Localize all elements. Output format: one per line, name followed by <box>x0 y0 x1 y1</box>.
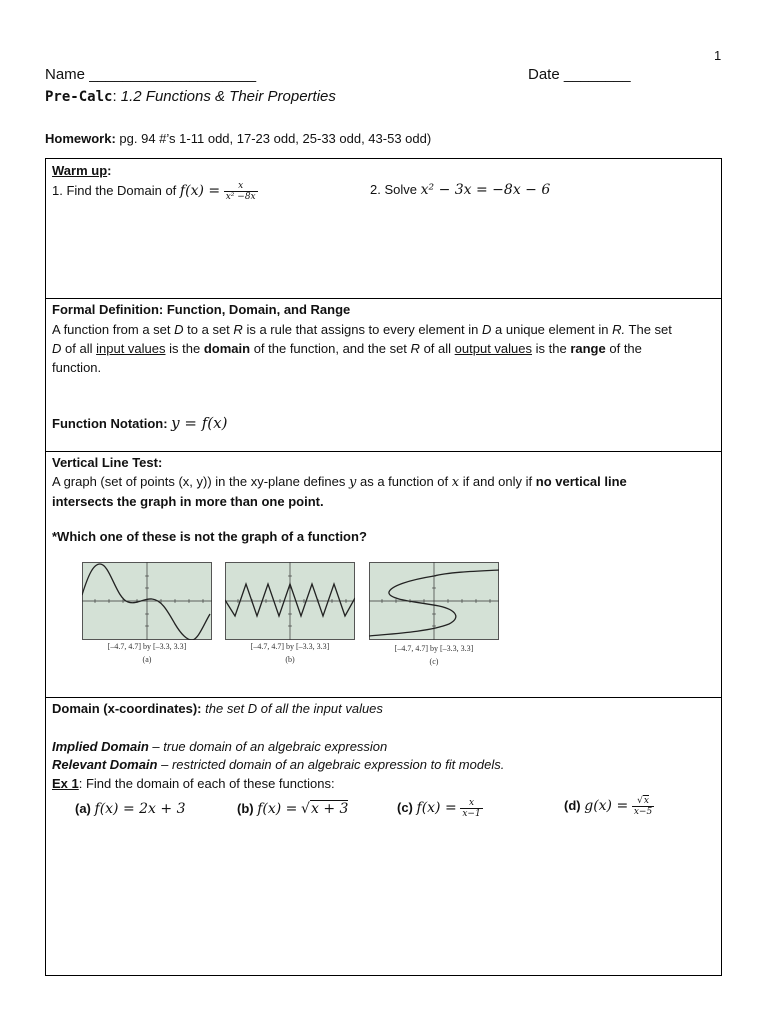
homework-text: pg. 94 #’s 1-11 odd, 17-23 odd, 25-33 odd, 43-53 odd) <box>119 131 432 146</box>
graph-a-range: [–4.7, 4.7] by [–3.3, 3.3] <box>107 642 187 651</box>
example-1: Ex 1: Find the domain of each of these functions: <box>52 776 335 791</box>
relevant-domain: Relevant Domain – restricted domain of an algebraic expression to fit models. <box>52 757 505 772</box>
divider-1 <box>45 298 722 299</box>
graph-b[interactable] <box>225 562 355 640</box>
divider-3 <box>45 697 722 698</box>
ex1-part-a: (a) f(x) = 2x + 3 <box>75 801 186 817</box>
name-line <box>45 66 256 83</box>
course-name: Pre-Calc <box>45 89 113 105</box>
domain-term: domain <box>203 341 251 356</box>
date-blank[interactable]: ________ <box>563 66 631 83</box>
warmup-q2 <box>370 182 550 198</box>
graph-c-range: [–4.7, 4.7] by [–3.3, 3.3] <box>394 644 474 653</box>
ex1-part-b: (b) f(x) = √x + 3 <box>237 801 349 817</box>
name-blank[interactable]: ____________________ <box>89 66 257 83</box>
input-values-term: input values <box>96 341 166 356</box>
ex1-part-d: (d) g(x) = $\frac{√x}{x-5}$ <box>564 796 653 818</box>
q1-lhs: f(x) = <box>179 183 221 199</box>
q2-text: 2. Solve <box>370 182 417 197</box>
definition-body: A function from a set D to a set R is a rule that assigns to every element in D a unique element in R. The set D of all input values is the domain of the function, and the set R of all output values is the range of the function. <box>52 322 672 375</box>
ex1-part-c: (c) f(x) = $\frac{x}{x-1}$ <box>397 798 481 820</box>
vlt-body: A graph (set of points (x, y)) in the xy-plane defines y as a function of x if and only if no vertical line intersects the graph in more than one point. <box>52 474 627 509</box>
definition-title: Formal Definition: Function, Domain, and Range <box>52 302 351 317</box>
name-label: Name <box>45 66 86 83</box>
graph-a[interactable] <box>82 562 212 640</box>
graph-b-label: (b) <box>285 655 295 664</box>
vlt-question: *Which one of these is not the graph of a function? <box>52 529 367 544</box>
homework-line <box>45 131 431 146</box>
warmup-title: Warm up: <box>52 163 112 178</box>
domain-title: Domain (x-coordinates): the set D of all the input values <box>52 701 383 716</box>
divider-2 <box>45 451 722 452</box>
range-term: range <box>570 341 606 356</box>
q1-text: 1. Find the Domain of <box>52 183 177 198</box>
lesson-title <box>45 88 336 105</box>
graph-b-range: [–4.7, 4.7] by [–3.3, 3.3] <box>250 642 330 651</box>
homework-label: Homework: <box>45 131 116 146</box>
function-notation: Function Notation: y = f(x) <box>52 414 228 432</box>
output-values-term: output values <box>454 341 532 356</box>
graph-c-label: (c) <box>429 657 439 666</box>
vlt-title: Vertical Line Test: <box>52 455 163 470</box>
course-sep: : <box>112 88 117 105</box>
date-label: Date <box>528 66 560 83</box>
q1-fraction: $\frac{x}{\text{x² −8x}}$ <box>225 181 256 203</box>
warmup-q1 <box>52 180 258 202</box>
lesson-name: 1.2 Functions & Their Properties <box>120 88 336 105</box>
q2-expr: x² − 3x = −8x − 6 <box>420 182 551 198</box>
implied-domain: Implied Domain – true domain of an algebraic expression <box>52 739 388 754</box>
graph-c[interactable] <box>369 562 499 640</box>
page-number: 1 <box>714 48 722 63</box>
date-line <box>528 66 631 83</box>
graph-a-label: (a) <box>142 655 152 664</box>
